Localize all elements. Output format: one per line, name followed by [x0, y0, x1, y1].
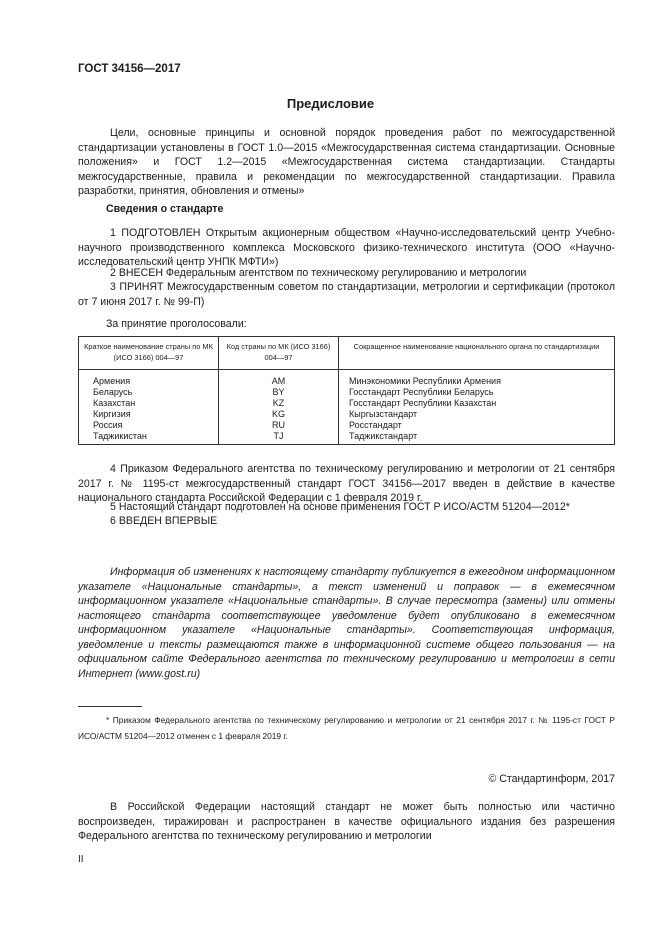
table-row: [79, 387, 615, 398]
copyright: © Стандартинформ, 2017: [488, 773, 615, 785]
page-title: Предисловие: [286, 96, 375, 111]
body-cell: Госстандарт Республики Беларусь: [339, 387, 615, 398]
code-cell: AM: [219, 370, 339, 388]
body-cell: Минэкономики Республики Армения: [339, 370, 615, 388]
body-cell: Таджикстандарт: [339, 431, 615, 445]
voted-label: За принятие проголосовали:: [106, 318, 247, 330]
table-row: [79, 409, 615, 420]
vote-table-header-body: Сокращенное наименование национального органа по стандартизации: [339, 337, 615, 370]
code-cell: KZ: [219, 398, 339, 409]
table-row: [79, 370, 615, 388]
standard-item-1: 1 ПОДГОТОВЛЕН Открытым акционерным обществом «Научно-исследовательский центр Учебно-научного производственного комплекса Московского физико-технического института (ООО «Научно-исследовательский центр УНПК МФТИ»): [78, 227, 615, 268]
footnote-divider: [78, 706, 142, 707]
legal-notice: В Российской Федерации настоящий стандарт не может быть полностью или частично воспроизведен, тиражирован и распространен в качестве официального издания без разрешения Федерального агентства по техническому регулированию и метрологии: [78, 801, 615, 842]
page-number: II: [78, 854, 84, 865]
vote-table-header-row: [79, 337, 615, 370]
info-notice: Информация об изменениях к настоящему стандарту публикуется в ежегодном информационном указателе «Национальные стандарты», а текст изменений и поправок — в ежемесячном информационном указателе «Национальные стандарты». В случае пересмотра (замены) или отмены настоящего стандарта соответствующее уведомление будет опубликовано в ежемесячном информационном указателе «Национальные стандарты». Соответствующая информация, уведомление и тексты размещаются также в информационной системе общего пользования — на официальном сайте Федерального агентства по техническому регулированию и метрологии в сети Интернет (www.gost.ru): [78, 566, 615, 680]
country-cell: Казахстан: [79, 398, 219, 409]
code-cell: RU: [219, 420, 339, 431]
vote-table-header-country: Краткое наименование страны по МК (ИСО 3166) 004—97: [79, 337, 219, 370]
document-header: ГОСТ 34156—2017: [78, 63, 181, 75]
standard-item-6: 6 ВВЕДЕН ВПЕРВЫЕ: [110, 515, 218, 527]
footnote-text: * Приказом Федерального агентства по техническому регулированию и метрологии от 21 сентября 2017 г. № 1195-ст ГОСТ Р ИСО/АСТМ 51204—2012 отменен с 1 февраля 2019 г.: [78, 715, 615, 741]
code-cell: TJ: [219, 431, 339, 445]
code-cell: BY: [219, 387, 339, 398]
country-cell: Россия: [79, 420, 219, 431]
body-cell: Кыргызстандарт: [339, 409, 615, 420]
footnote: [78, 712, 615, 744]
country-cell: Беларусь: [79, 387, 219, 398]
table-row: [79, 398, 615, 409]
standard-item-2: 2 ВНЕСЕН Федеральным агентством по техническому регулированию и метрологии: [110, 267, 527, 279]
code-cell: KG: [219, 409, 339, 420]
standard-info-heading: Сведения о стандарте: [106, 203, 224, 215]
country-cell: Киргизия: [79, 409, 219, 420]
body-cell: Росстандарт: [339, 420, 615, 431]
body-cell: Госстандарт Республики Казахстан: [339, 398, 615, 409]
table-row: [79, 420, 615, 431]
standard-item-5: 5 Настоящий стандарт подготовлен на основе применения ГОСТ Р ИСО/АСТМ 51204—2012*: [110, 501, 570, 513]
country-cell: Армения: [79, 370, 219, 388]
standard-item-3: 3 ПРИНЯТ Межгосударственным советом по стандартизации, метрологии и сертификации (протокол от 7 июня 2017 г. № 99-П): [78, 281, 615, 308]
standard-item-4: 4 Приказом Федерального агентства по техническому регулированию и метрологии от 21 сентября 2017 г. № 1195-ст межгосударственный стандарт ГОСТ 34156—2017 введен в действие в качестве национального стандарта Российской Федерации с 1 февраля 2019 г.: [78, 463, 615, 504]
country-cell: Таджикистан: [79, 431, 219, 445]
intro-paragraph: Цели, основные принципы и основной порядок проведения работ по межгосударственной стандартизации установлены в ГОСТ 1.0—2015 «Межгосударственная система стандартизации. Основные положения» и ГОСТ 1.2—2015 «Межгосударственная система стандартизации. Стандарты межгосударственные, правила и рекомендации по межгосударственной стандартизации. Правила разработки, принятия, обновления и отмены»: [78, 127, 615, 197]
vote-table: [78, 336, 615, 445]
vote-table-header-code: Код страны по МК (ИСО 3166) 004—97: [219, 337, 339, 370]
table-row: [79, 431, 615, 445]
